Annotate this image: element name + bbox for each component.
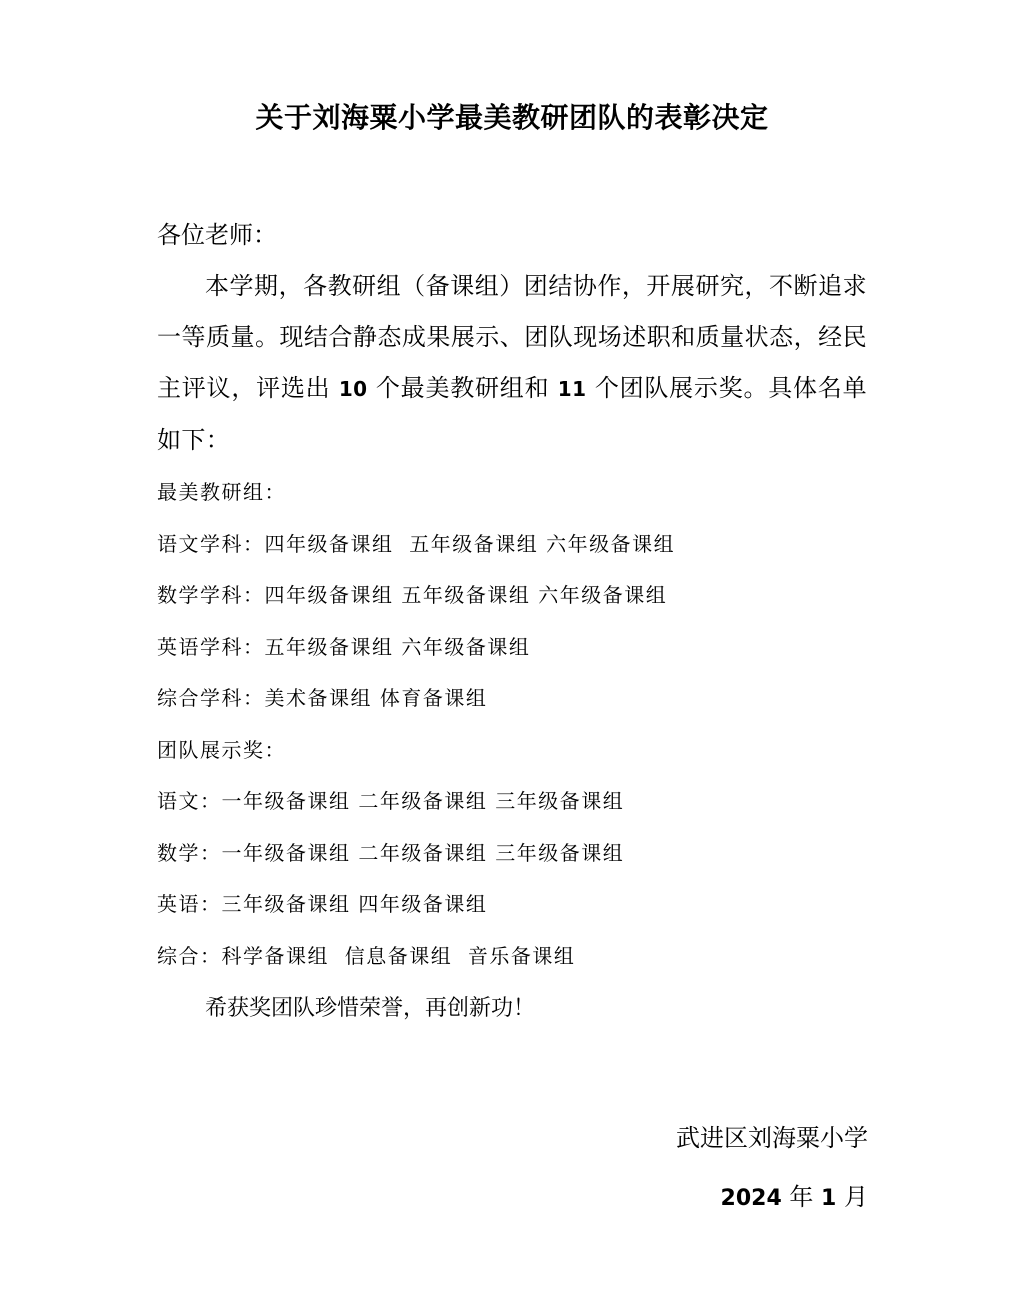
intro-paragraph — [157, 261, 867, 466]
closing-line: 希获奖团队珍惜荣誉，再创新功！ — [205, 996, 536, 1021]
salutation: 各位老师： — [157, 221, 277, 249]
signature-org: 武进区刘海粟小学 — [676, 1124, 868, 1152]
intro-text-part3: 个团队展示奖。具体名单如下： — [157, 374, 867, 454]
date-month-unit: 月 — [836, 1183, 868, 1211]
team-awards-line-english: 英语：三年级备课组 四年级备课组 — [157, 892, 488, 916]
count-best-groups: 10 — [338, 377, 368, 401]
count-team-awards: 11 — [557, 377, 587, 401]
best-groups-line-english: 英语学科：五年级备课组 六年级备课组 — [157, 635, 531, 659]
best-groups-heading: 最美教研组： — [157, 480, 286, 504]
intro-text-part1: 本学期，各教研组（备课组）团结协作，开展研究，不断追求一等质量。现结合静态成果展示、团队现场述职和质量状态，经民主评议，评选出 — [157, 272, 867, 402]
page-title: 关于刘海粟小学最美教研团队的表彰决定 — [255, 101, 769, 134]
date-year-unit: 年 — [781, 1183, 822, 1211]
team-awards-line-math: 数学：一年级备课组 二年级备课组 三年级备课组 — [157, 841, 625, 865]
intro-text-part2: 个最美教研组和 — [367, 374, 558, 402]
team-awards-heading: 团队展示奖： — [157, 738, 286, 762]
team-awards-line-chinese: 语文：一年级备课组 二年级备课组 三年级备课组 — [157, 789, 625, 813]
date-month: 1 — [821, 1186, 837, 1211]
best-groups-line-math: 数学学科：四年级备课组 五年级备课组 六年级备课组 — [157, 583, 668, 607]
team-awards-line-comprehensive: 综合：科学备课组 信息备课组 音乐备课组 — [157, 944, 576, 968]
date-year: 2024 — [720, 1186, 782, 1211]
signature-date — [721, 1179, 868, 1217]
best-groups-line-comprehensive: 综合学科：美术备课组 体育备课组 — [157, 686, 488, 710]
best-groups-line-chinese: 语文学科：四年级备课组 五年级备课组 六年级备课组 — [157, 532, 676, 556]
